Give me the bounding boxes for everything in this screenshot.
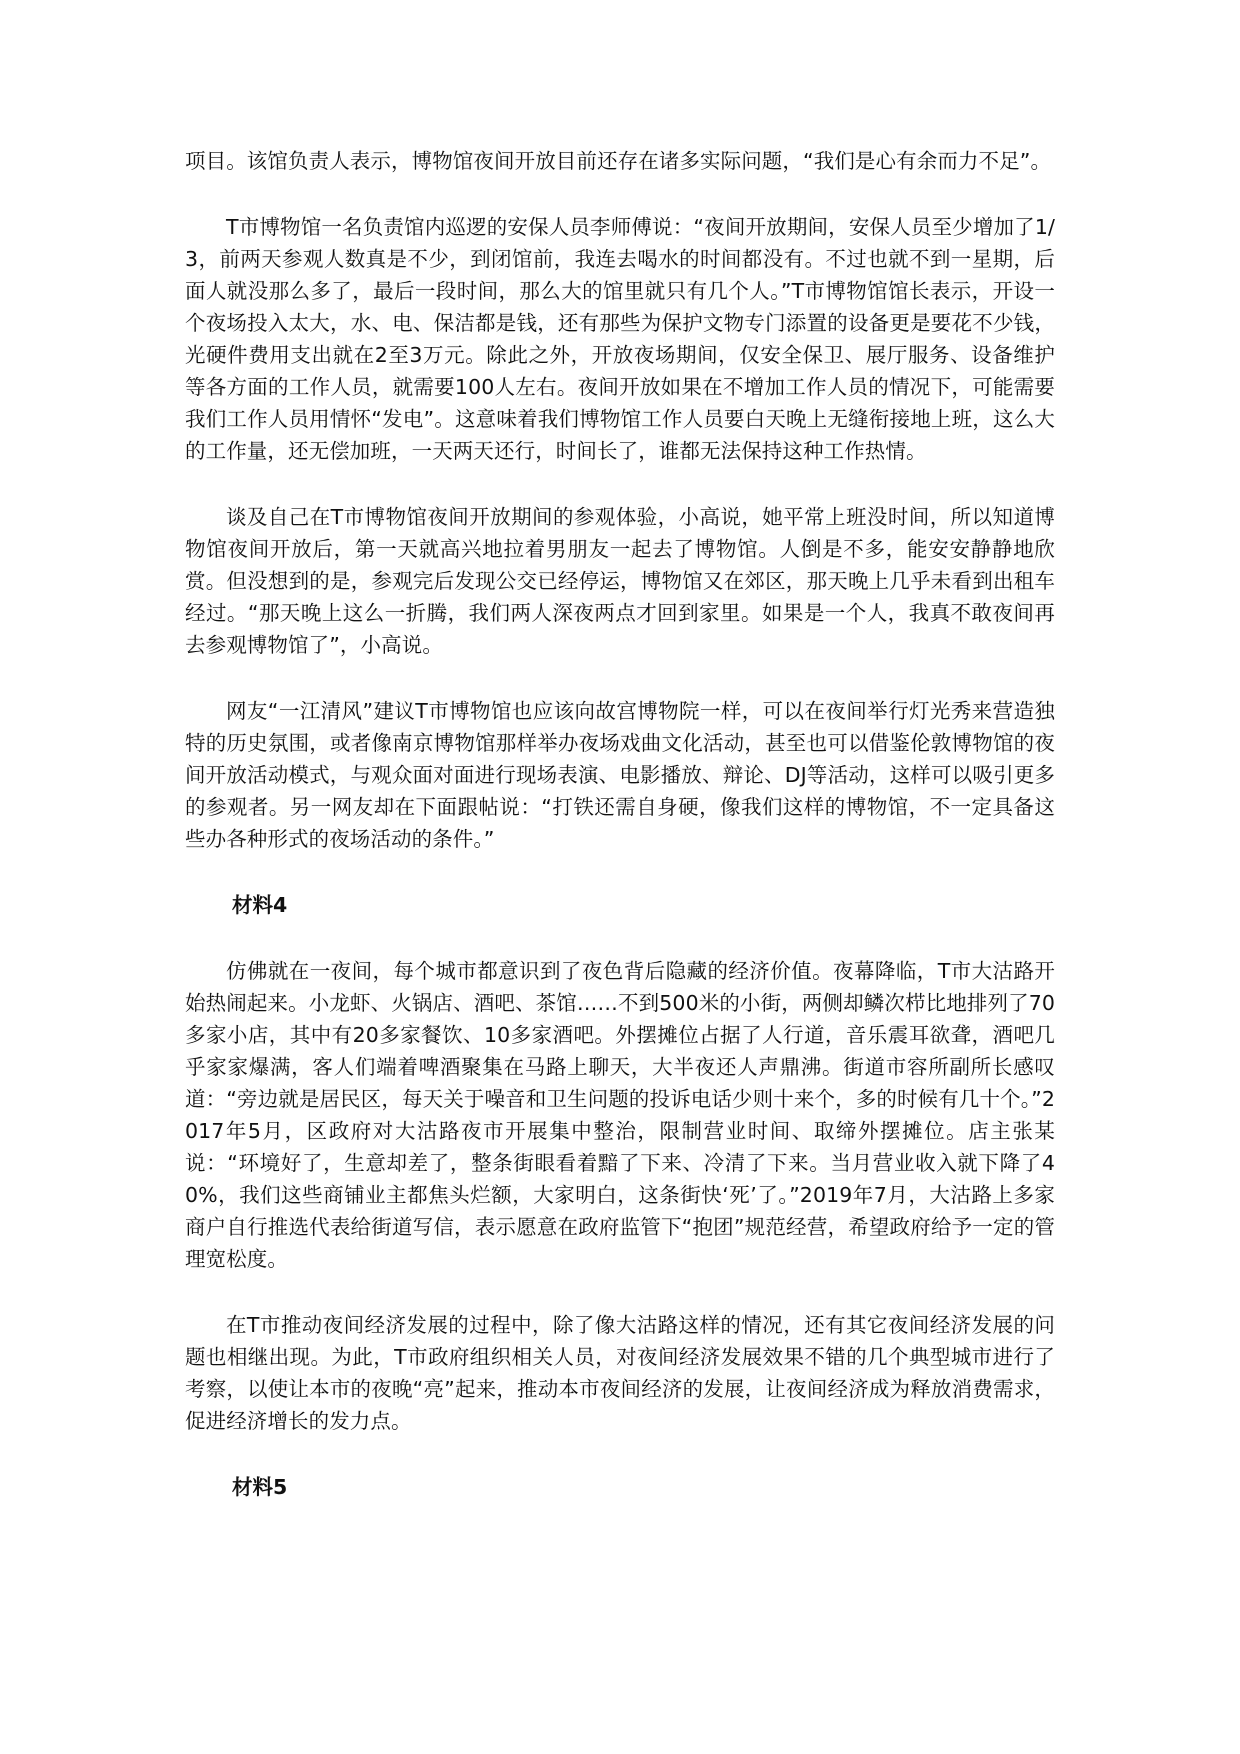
paragraph-gap xyxy=(185,1437,1055,1471)
paragraph-continuation: 项目。该馆负责人表示，博物馆夜间开放目前还存在诸多实际问题，“我们是心有余而力不足”。 xyxy=(185,149,1052,173)
paragraph-gap xyxy=(185,177,1055,211)
paragraph-dagu-road: 仿佛就在一夜间，每个城市都意识到了夜色背后隐藏的经济价值。夜幕降临，T市大沽路开始热闹起来。小龙虾、火锅店、酒吧、茶馆……不到500米的小街，两侧却鳞次栉比地排列了70多家小店，其中有20多家餐饮、10多家酒吧。外摆摊位占据了人行道，音乐震耳欲聋，酒吧几乎家家爆满，客人们端着啤酒聚集在马路上聊天，大半夜还人声鼎沸。街道市容所副所长感叹道：“旁边就是居民区，每天关于噪音和卫生问题的投诉电话少则十来个，多的时候有几十个。”2017年5月，区政府对大沽路夜市开展集中整治，限制营业时间、取缔外摆摊位。店主张某说：“环境好了，生意却差了，整条街眼看着黯了下来、冷清了下来。当月营业收入就下降了40%，我们这些商铺业主都焦头烂额，大家明白，这条街快‘死’了。”2019年7月，大沽路上多家商户自行推选代表给街道写信，表示愿意在政府监管下“抱团”规范经营，希望政府给予一定的管理宽松度。 xyxy=(185,959,1055,1271)
paragraph-security-guard: T市博物馆一名负责馆内巡逻的安保人员李师傅说：“夜间开放期间，安保人员至少增加了1/3，前两天参观人数真是不少，到闭馆前，我连去喝水的时间都没有。不过也就不到一星期，后面人就没那么多了，最后一段时间，那么大的馆里就只有几个人。”T市博物馆馆长表示，开设一个夜场投入太大，水、电、保洁都是钱，还有那些为保护文物专门添置的设备更是要花不少钱，光硬件费用支出就在2至3万元。除此之外，开放夜场期间，仅安全保卫、展厅服务、设备维护等各方面的工作人员，就需要100人左右。夜间开放如果在不增加工作人员的情况下，可能需要我们工作人员用情怀“发电”。这意味着我们博物馆工作人员要白天晚上无缝衔接地上班，这么大的工作量，还无偿加班，一天两天还行，时间长了，谁都无法保持这种工作热情。 xyxy=(185,215,1055,463)
paragraph-gap xyxy=(185,855,1055,889)
document-page xyxy=(185,145,1055,1503)
paragraph-gap xyxy=(185,921,1055,955)
paragraph-gap xyxy=(185,661,1055,695)
paragraph-night-economy: 在T市推动夜间经济发展的过程中，除了像大沽路这样的情况，还有其它夜间经济发展的问题也相继出现。为此，T市政府组织相关人员，对夜间经济发展效果不错的几个典型城市进行了考察，以使让本市的夜晚“亮”起来，推动本市夜间经济的发展，让夜间经济成为释放消费需求，促进经济增长的发力点。 xyxy=(185,1313,1055,1433)
paragraph-netizen-suggestion: 网友“一江清风”建议T市博物馆也应该向故宫博物院一样，可以在夜间举行灯光秀来营造独特的历史氛围，或者像南京博物馆那样举办夜场戏曲文化活动，甚至也可以借鉴伦敦博物馆的夜间开放活动模式，与观众面对面进行现场表演、电影播放、辩论、DJ等活动，这样可以吸引更多的参观者。另一网友却在下面跟帖说：“打铁还需自身硬，像我们这样的博物馆，不一定具备这些办各种形式的夜场活动的条件。” xyxy=(185,699,1055,851)
paragraph-visitor-experience: 谈及自己在T市博物馆夜间开放期间的参观体验，小高说，她平常上班没时间，所以知道博物馆夜间开放后，第一天就高兴地拉着男朋友一起去了博物馆。人倒是不多，能安安静静地欣赏。但没想到的是，参观完后发现公交已经停运，博物馆又在郊区，那天晚上几乎未看到出租车经过。“那天晚上这么一折腾，我们两人深夜两点才回到家里。如果是一个人，我真不敢夜间再去参观博物馆了”，小高说。 xyxy=(185,505,1055,657)
section-heading-material-5: 材料5 xyxy=(232,1475,288,1499)
paragraph-gap xyxy=(185,467,1055,501)
section-heading-material-4: 材料4 xyxy=(232,893,288,917)
paragraph-gap xyxy=(185,1275,1055,1309)
